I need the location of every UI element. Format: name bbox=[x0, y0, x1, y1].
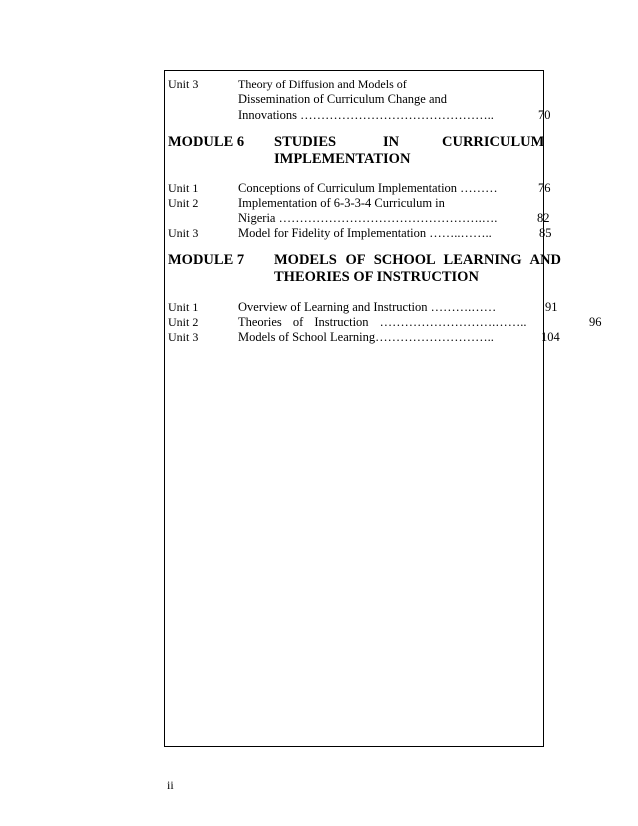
toc-unit-label: Unit 2 bbox=[168, 315, 199, 329]
toc-unit-label: Unit 3 bbox=[168, 330, 199, 344]
toc-page-number: 76 bbox=[538, 181, 551, 195]
module-title: STUDIES bbox=[274, 134, 337, 150]
toc-entry-title: Nigeria ………………………………………….…. bbox=[238, 211, 498, 225]
page-number: ii bbox=[167, 778, 174, 792]
toc-entry-title: Conceptions of Curriculum Implementation ……… bbox=[238, 181, 498, 195]
toc-frame bbox=[164, 70, 544, 747]
toc-page-number: 82 bbox=[537, 211, 550, 225]
toc-entry-title: Innovations ……………………………………….. bbox=[238, 108, 494, 122]
toc-page-number: 104 bbox=[541, 330, 560, 344]
toc-entry-title: Theory of Diffusion and Models of bbox=[238, 77, 407, 91]
toc-unit-label: Unit 1 bbox=[168, 300, 199, 314]
module-label: MODULE 7 bbox=[168, 252, 245, 268]
toc-page-number: 70 bbox=[538, 108, 551, 122]
module-title: THEORIES OF INSTRUCTION bbox=[274, 269, 479, 285]
toc-entry-title: Implementation of 6-3-3-4 Curriculum in bbox=[238, 196, 445, 210]
toc-entry-title: Models of School Learning……………………….. bbox=[238, 330, 494, 344]
toc-entry-title: Theories of Instruction ……………………….…….. bbox=[238, 315, 527, 329]
module-title: CURRICULUM bbox=[442, 134, 545, 150]
module-label: MODULE 6 bbox=[168, 134, 245, 150]
toc-page-number: 96 bbox=[589, 315, 602, 329]
module-title: IN bbox=[383, 134, 400, 150]
toc-unit-label: Unit 1 bbox=[168, 181, 199, 195]
toc-unit-label: Unit 3 bbox=[168, 77, 199, 91]
toc-page-number: 85 bbox=[539, 226, 552, 240]
toc-unit-label: Unit 3 bbox=[168, 226, 199, 240]
toc-entry-title: Model for Fidelity of Implementation ……..…….. bbox=[238, 226, 492, 240]
toc-unit-label: Unit 2 bbox=[168, 196, 199, 210]
toc-page-number: 91 bbox=[545, 300, 558, 314]
module-title: IMPLEMENTATION bbox=[274, 151, 411, 167]
toc-entry-title: Overview of Learning and Instruction ……….…… bbox=[238, 300, 497, 314]
toc-entry-title: Dissemination of Curriculum Change and bbox=[238, 92, 447, 106]
module-title: MODELS OF SCHOOL LEARNING AND bbox=[274, 252, 561, 268]
